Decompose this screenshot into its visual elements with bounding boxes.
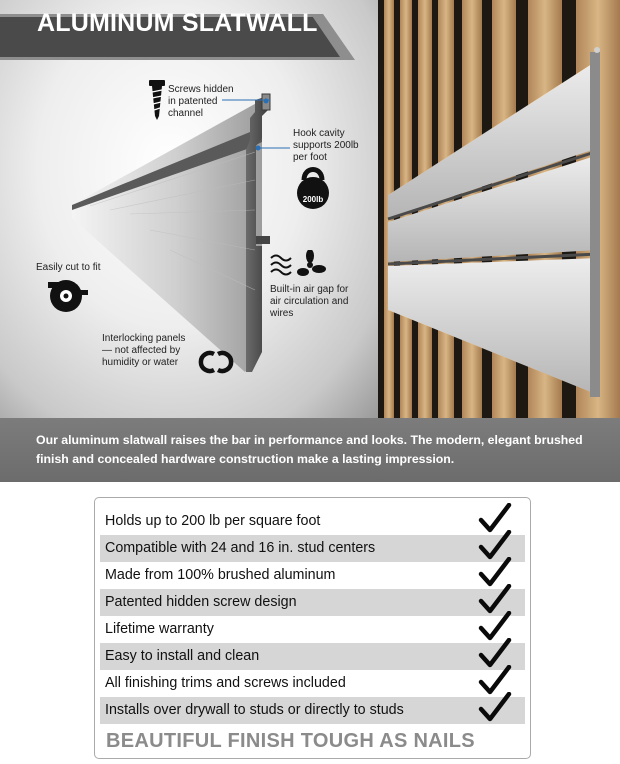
- feature-label: All finishing trims and screws included: [105, 675, 346, 691]
- interlock-link-icon: [196, 346, 236, 378]
- feature-label: Patented hidden screw design: [105, 594, 297, 610]
- feature-row: [100, 508, 525, 535]
- feature-row: [100, 535, 525, 562]
- callout-air-gap: Built-in air gap for air circulation and wires: [270, 284, 349, 319]
- slogan: BEAUTIFUL FINISH TOUGH AS NAILS: [106, 730, 475, 752]
- saw-blade-icon: [44, 276, 90, 314]
- callout-screws-hidden: Screws hidden in patented channel: [168, 84, 234, 119]
- installed-slatwall-photo: [378, 0, 620, 418]
- feature-row: [100, 562, 525, 589]
- feature-row: [100, 643, 525, 670]
- description-text: Our aluminum slatwall raises the bar in performance and looks. The modern, elegant brushed finish and concealed hardware construction make a lasting impression.: [36, 433, 583, 466]
- checkmark-icon: [478, 692, 512, 724]
- feature-label: Holds up to 200 lb per square foot: [105, 513, 321, 529]
- feature-row: [100, 670, 525, 697]
- feature-label: Lifetime warranty: [105, 621, 214, 637]
- feature-row: [100, 589, 525, 616]
- screw-icon: [148, 80, 166, 120]
- features-table: [94, 497, 531, 759]
- callout-interlocking: Interlocking panels — not affected by humidity or water: [102, 333, 186, 368]
- fan-airflow-icon: [270, 250, 326, 280]
- weight-label: 200lb: [302, 195, 324, 204]
- feature-row: [100, 697, 525, 724]
- feature-label: Compatible with 24 and 16 in. stud centers: [105, 540, 376, 556]
- feature-label: Made from 100% brushed aluminum: [105, 567, 336, 583]
- page-title: ALUMINUM SLATWALL: [37, 9, 318, 37]
- feature-label: Installs over drywall to studs or directly to studs: [105, 702, 404, 718]
- feature-row: [100, 616, 525, 643]
- callout-easily-cut: Easily cut to fit: [36, 262, 101, 273]
- feature-label: Easy to install and clean: [105, 648, 260, 664]
- callout-hook-cavity: Hook cavity supports 200lb per foot: [293, 128, 359, 163]
- description-band: [0, 418, 620, 482]
